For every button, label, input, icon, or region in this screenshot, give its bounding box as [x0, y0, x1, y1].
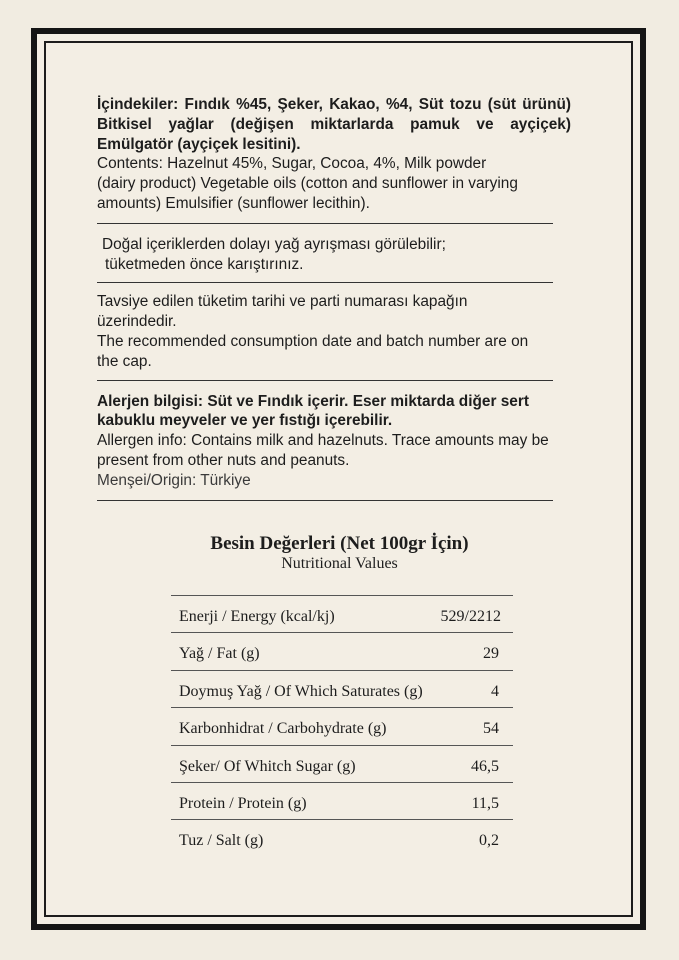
nutrition-table [171, 595, 513, 857]
nutrition-value: 29 [483, 645, 499, 663]
nutrition-value: 0,2 [479, 832, 499, 850]
nutrition-label: Doymuş Yağ / Of Which Saturates (g) [179, 682, 423, 700]
nutrition-value: 529/2212 [440, 608, 501, 625]
nutrition-row-energy [171, 595, 513, 632]
separation-note-line-2: tüketmeden önce karıştırınız. [105, 255, 304, 273]
label-text-block [97, 95, 591, 501]
nutrition-row-saturates [171, 670, 513, 707]
separation-note-line-1: Doğal içeriklerden dolayı yağ ayrışması görülebilir; [102, 235, 446, 253]
ingredients-turkish: İçindekiler: Fındık %45, Şeker, Kakao, %4, Süt tozu (süt ürünü) Bitkisel yağlar (değişen miktarlarda pamuk ve ayçiçek) Emülgatör (ayçiçek lesitini). [97, 96, 571, 153]
allergen-english: Allergen info: Contains milk and hazelnuts. Trace amounts may be present from other nuts and peanuts. [97, 432, 549, 469]
divider-3 [97, 380, 553, 381]
divider-1 [97, 223, 553, 224]
nutrition-row-sugar [171, 745, 513, 782]
nutrition-label: Protein / Protein (g) [179, 794, 307, 812]
nutrition-value: 54 [483, 720, 499, 738]
divider-2 [97, 282, 553, 283]
nutrition-label: Enerji / Energy (kcal/kj) [179, 608, 335, 625]
divider-4 [97, 500, 553, 501]
nutrition-label: Karbonhidrat / Carbohydrate (g) [179, 720, 387, 738]
allergen-turkish: Alerjen bilgisi: Süt ve Fındık içerir. Eser miktarda diğer sert kabuklu meyveler ve yer fıstığı içerebilir. [97, 392, 529, 430]
nutrition-title: Besin Değerleri (Net 100gr İçin) [210, 533, 469, 554]
nutrition-row-fat [171, 632, 513, 669]
nutrition-value: 11,5 [471, 794, 499, 812]
date-note-english: The recommended consumption date and batch number are on the cap. [97, 332, 529, 370]
nutrition-label: Yağ / Fat (g) [179, 645, 260, 663]
nutrition-row-protein [171, 782, 513, 819]
date-note-turkish: Tavsiye edilen tüketim tarihi ve parti numarası kapağın üzerindedir. [97, 293, 468, 331]
nutrition-label: Tuz / Salt (g) [179, 832, 264, 850]
nutrition-subtitle: Nutritional Values [281, 555, 398, 572]
nutrition-row-salt [171, 819, 513, 856]
nutrition-value: 4 [491, 682, 499, 700]
origin-text: Menşei/Origin: Türkiye [97, 471, 251, 489]
ingredients-english: Contents: Hazelnut 45%, Sugar, Cocoa, 4%, Milk powder (dairy product) Vegetable oils (cotton and sunflower in varying amounts) Emulsifier (sunflower lecithin). [97, 155, 518, 212]
nutrition-value: 46,5 [471, 757, 499, 775]
nutrition-row-carbohydrate [171, 707, 513, 744]
nutrition-label: Şeker/ Of Whitch Sugar (g) [179, 757, 356, 775]
